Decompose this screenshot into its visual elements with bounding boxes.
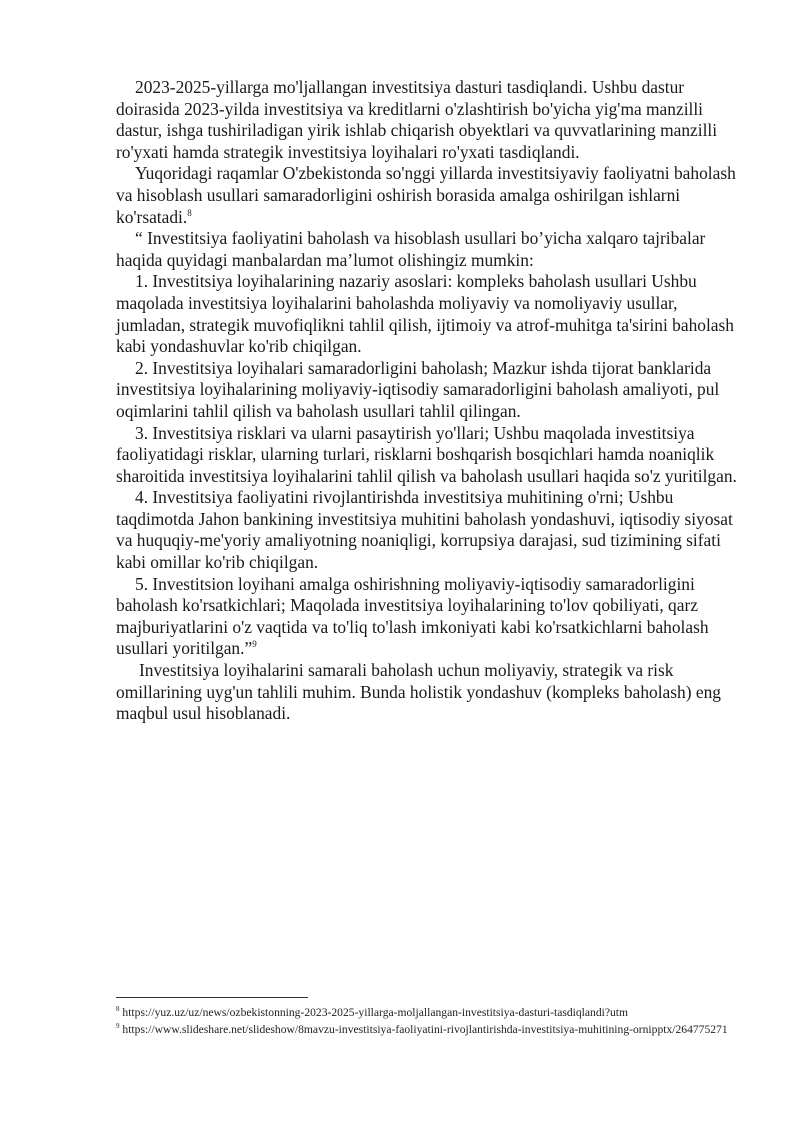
list-item-4: 4. Investitsiya faoliyatini rivojlantirishda investitsiya muhitining o'rni; Ushbu taqdimotda Jahon bankining investitsiya muhitini baholash yondashuvi, iqtisodiy siyosat va huquqiy-me'yoriy amaliyotning noaniqligi, korrupsiya darajasi, sud tizimining sifati kabi omillar ko'rib chiqilgan. — [116, 487, 733, 573]
body-text — [116, 77, 741, 725]
list-item-2: 2. Investitsiya loyihalari samaradorligini baholash; Mazkur ishda tijorat banklarida investitsiya loyihalarining moliyaviy-iqtisodiy samaradorligini baholash amaliyoti, pul oqimlarini tahlil qilish va baholash usullari tahlil qilingan. — [116, 357, 720, 421]
footnote-9 — [116, 1022, 736, 1039]
paragraph-conclusion: Investitsiya loyihalarini samarali baholash uchun moliyaviy, strategik va risk omillarining uyg'un tahlili muhim. Bunda holistik yondashuv (kompleks baholash) eng maqbul usul hisoblanadi. — [116, 660, 721, 724]
list-item-5 — [116, 574, 741, 660]
footnotes — [116, 1005, 736, 1038]
paragraph-investment-program: 2023-2025-yillarga mo'ljallangan investitsiya dasturi tasdiqlandi. Ushbu dastur doirasida 2023-yilda investitsiya va kreditlarni o'zlashtirish bo'yicha yig'ma manzilli dastur, ishga tushiriladigan yirik ishlab chiqarish obyektlari va quvvatlarining manzilli ro'yxati hamda strategik investitsiya loyihalari ro'yxati tasdiqlandi. — [116, 77, 718, 162]
list-item-1: 1. Investitsiya loyihalarining nazariy asoslari: kompleks baholash usullari Ushbu maqolada investitsiya loyihalarini baholashda moliyaviy va nomoliyaviy usullar, jumladan, strategik muvofiqlikni tahlil qilish, ijtimoiy va atrof-muhitga ta'sirini baholash kabi yondashuvlar ko'rib chiqilgan. — [116, 271, 734, 357]
footnote-link[interactable]: https://yuz.uz/uz/news/ozbekistonning-2023-2025-yillarga-moljallangan-investitsiya-dasturi-tasdiqlandi?utm — [122, 1006, 629, 1019]
footnote-number: 8 — [116, 1005, 120, 1014]
footnote-number: 9 — [116, 1021, 120, 1030]
footnote-ref-9[interactable]: 9 — [252, 639, 257, 650]
footnote-ref-8[interactable]: 8 — [187, 207, 192, 218]
paragraph-figures-summary — [116, 163, 741, 228]
footnote-8 — [116, 1005, 736, 1022]
footnote-divider — [116, 997, 308, 998]
paragraph-quote-intro: “ Investitsiya faoliyatini baholash va hisoblash usullari bo’yicha xalqaro tajribalar haqida quyidagi manbalardan ma’lumot olishingiz mumkin: — [116, 228, 706, 270]
paragraph-text: Yuqoridagi raqamlar O'zbekistonda so'nggi yillarda investitsiyaviy faoliyatni baholash va hisoblash usullari samaradorligini oshirish borasida amalga oshirilgan ishlarni ko'rsatadi. — [116, 163, 736, 227]
paragraph-text: 5. Investitsion loyihani amalga oshirishning moliyaviy-iqtisodiy samaradorligini baholash ko'rsatkichlari; Maqolada investitsiya loyihalarining to'lov qobiliyati, qarz majburiyatlarini o'z vaqtida va to'liq to'lash imkoniyati kabi ko'rsatkichlarni baholash usullari yoritilgan.” — [116, 573, 709, 659]
list-item-3: 3. Investitsiya risklari va ularni pasaytirish yo'llari; Ushbu maqolada investitsiya faoliyatidagi risklar, ularning turlari, risklarni boshqarish bosqichlari hamda noaniqlik sharoitida investitsiya loyihalarini tahlil qilish va baholash usullari haqida so'z yuritilgan. — [116, 422, 737, 486]
footnote-link[interactable]: https://www.slideshare.net/slideshow/8mavzu-investitsiya-faoliyatini-rivojlantirishda-investitsiya-muhitining-ornipptx/264775271 — [122, 1022, 728, 1036]
